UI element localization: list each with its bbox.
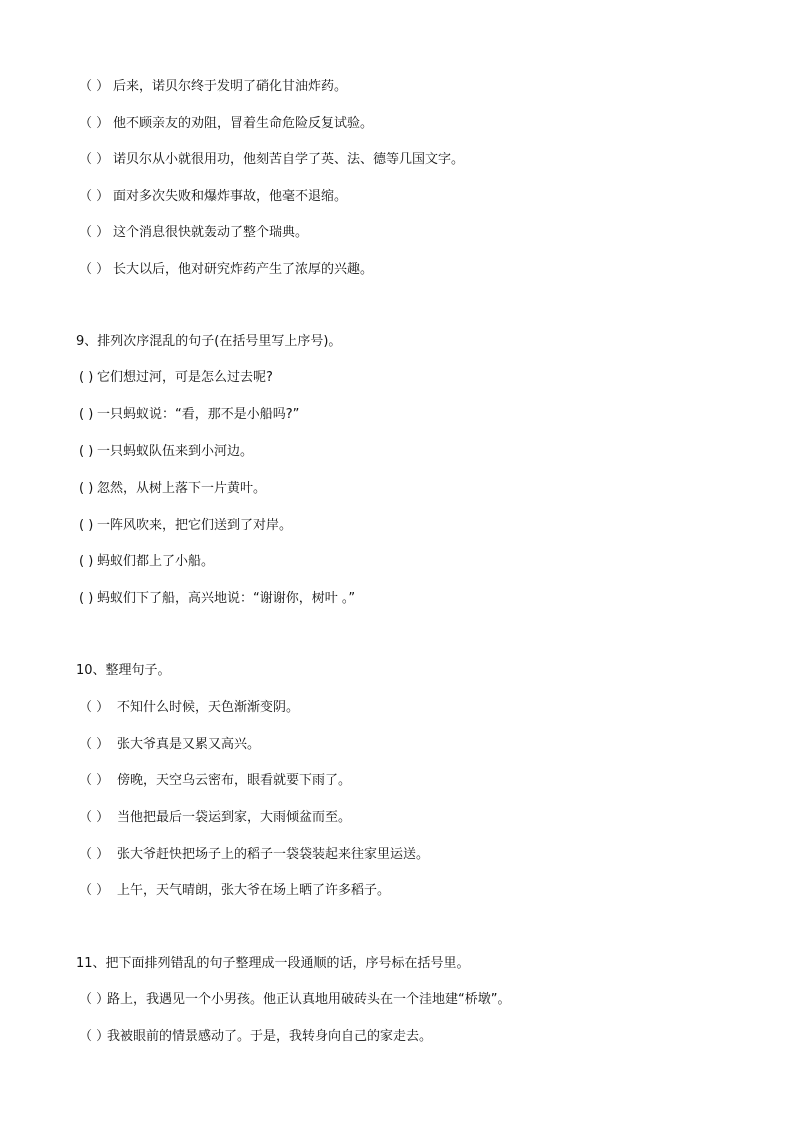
answer-paren[interactable]: （ ） bbox=[79, 1029, 110, 1044]
list-item bbox=[79, 553, 214, 571]
answer-paren[interactable]: （ ） bbox=[79, 700, 110, 715]
list-item bbox=[79, 369, 273, 387]
answer-paren[interactable]: （ ） bbox=[79, 773, 110, 788]
answer-paren[interactable]: ( ) bbox=[79, 591, 94, 606]
answer-paren[interactable]: ( ) bbox=[79, 444, 94, 459]
sentence-text: 后来，诺贝尔终于发明了硝化甘油炸药。 bbox=[113, 79, 348, 94]
list-item bbox=[79, 224, 308, 242]
question-heading: 11、把下面排列错乱的句子整理成一段通顺的话，序号标在括号里。 bbox=[76, 956, 470, 971]
sentence-text: 不知什么时候，天色渐渐变阴。 bbox=[117, 700, 300, 715]
question-heading: 10、整理句子。 bbox=[76, 663, 171, 678]
list-item bbox=[79, 443, 253, 461]
list-item bbox=[79, 1028, 432, 1046]
list-item bbox=[79, 772, 351, 790]
sentence-text: 张大爷赶快把场子上的稻子一袋袋装起来往家里运送。 bbox=[117, 847, 430, 862]
answer-paren[interactable]: （ ） bbox=[79, 883, 110, 898]
answer-paren[interactable]: ( ) bbox=[79, 518, 94, 533]
list-item bbox=[79, 261, 373, 279]
answer-paren[interactable]: ( ) bbox=[79, 554, 94, 569]
sentence-text: 忽然，从树上落下一片黄叶。 bbox=[97, 481, 267, 496]
answer-paren[interactable]: （ ） bbox=[79, 189, 110, 204]
list-item bbox=[79, 115, 373, 133]
sentence-text: 蚂蚁们下了船，高兴地说：“谢谢你，树叶 。” bbox=[97, 591, 356, 606]
list-item bbox=[79, 590, 355, 608]
list-item bbox=[79, 78, 347, 96]
answer-paren[interactable]: （ ） bbox=[79, 225, 110, 240]
list-item bbox=[79, 406, 299, 424]
sentence-text: 一只蚂蚁队伍来到小河边。 bbox=[97, 444, 254, 459]
sentence-text: 当他把最后一袋运到家，大雨倾盆而至。 bbox=[117, 810, 352, 825]
sentence-text: 傍晚，天空乌云密布，眼看就要下雨了。 bbox=[117, 773, 352, 788]
answer-paren[interactable]: （ ） bbox=[79, 737, 110, 752]
list-item bbox=[79, 151, 464, 169]
answer-paren[interactable]: （ ） bbox=[79, 116, 110, 131]
list-item bbox=[79, 188, 347, 206]
sentence-text: 一只蚂蚁说：“看，那不是小船吗?” bbox=[97, 407, 300, 422]
sentence-text: 他不顾亲友的劝阻，冒着生命危险反复试验。 bbox=[113, 116, 374, 131]
answer-paren[interactable]: ( ) bbox=[79, 370, 94, 385]
sentence-text: 诺贝尔从小就很用功，他刻苦自学了英、法、德等几国文字。 bbox=[113, 152, 465, 167]
list-item bbox=[79, 991, 510, 1009]
list-item bbox=[79, 736, 260, 754]
list-item bbox=[79, 809, 351, 827]
answer-paren[interactable]: （ ） bbox=[79, 847, 110, 862]
sentence-text: 一阵风吹来，把它们送到了对岸。 bbox=[97, 518, 293, 533]
sentence-text: 蚂蚁们都上了小船。 bbox=[97, 554, 215, 569]
answer-paren[interactable]: ( ) bbox=[79, 481, 94, 496]
answer-paren[interactable]: （ ） bbox=[79, 992, 110, 1007]
list-item bbox=[79, 517, 292, 535]
question-heading: 9、排列次序混乱的句子(在括号里写上序号)。 bbox=[76, 334, 342, 349]
answer-paren[interactable]: （ ） bbox=[79, 262, 110, 277]
answer-paren[interactable]: （ ） bbox=[79, 152, 110, 167]
answer-paren[interactable]: ( ) bbox=[79, 407, 94, 422]
sentence-text: 上午，天气晴朗，张大爷在场上晒了许多稻子。 bbox=[117, 883, 391, 898]
sentence-text: 长大以后，他对研究炸药产生了浓厚的兴趣。 bbox=[113, 262, 374, 277]
list-item bbox=[79, 846, 429, 864]
answer-paren[interactable]: （ ） bbox=[79, 79, 110, 94]
list-item bbox=[79, 699, 299, 717]
sentence-text: 面对多次失败和爆炸事故，他毫不退缩。 bbox=[113, 189, 348, 204]
sentence-text: 这个消息很快就轰动了整个瑞典。 bbox=[113, 225, 309, 240]
answer-paren[interactable]: （ ） bbox=[79, 810, 110, 825]
list-item bbox=[79, 882, 390, 900]
sentence-text: 我被眼前的情景感动了。于是，我转身向自己的家走去。 bbox=[107, 1029, 433, 1044]
sentence-text: 它们想过河，可是怎么过去呢? bbox=[97, 370, 273, 385]
sentence-text: 路上，我遇见一个小男孩。他正认真地用破砖头在一个洼地建“桥墩”。 bbox=[107, 992, 511, 1007]
sentence-text: 张大爷真是又累又高兴。 bbox=[117, 737, 261, 752]
list-item bbox=[79, 480, 266, 498]
